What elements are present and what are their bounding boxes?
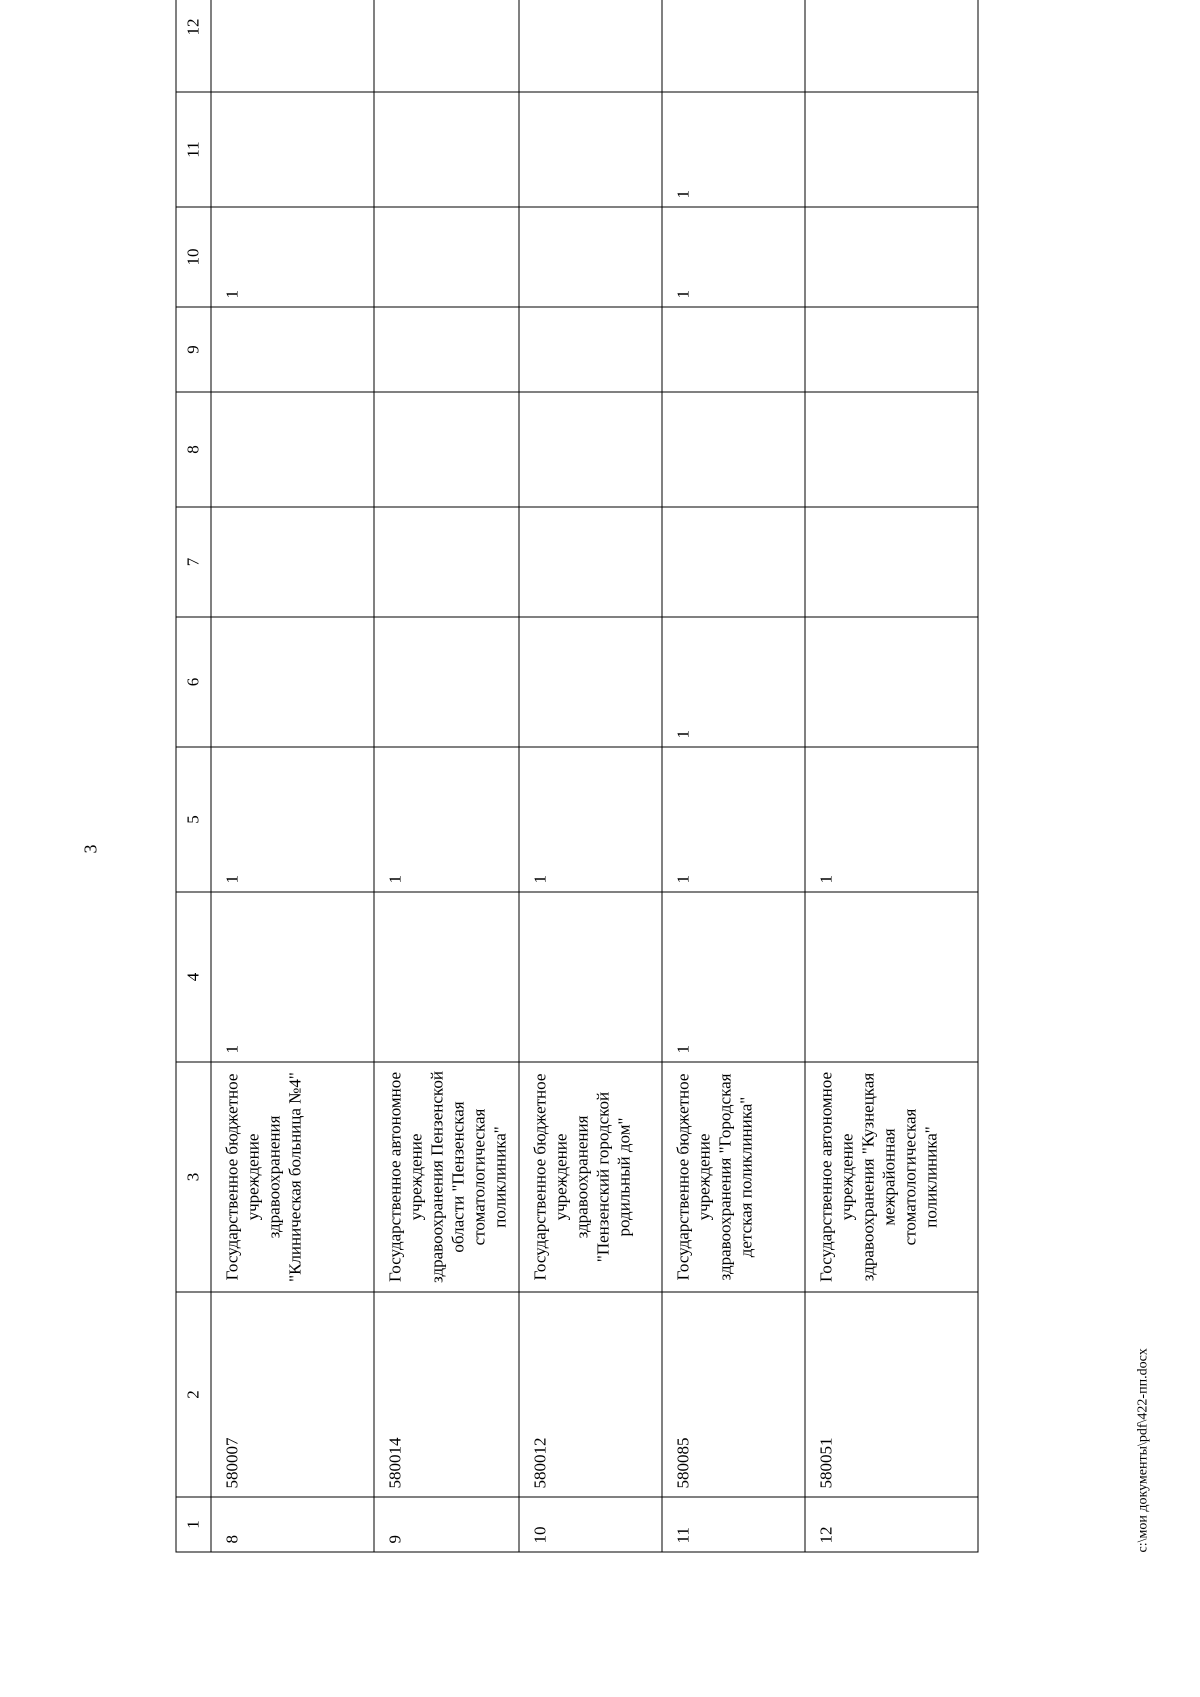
organization-cell: Государственное бюджетное учреждение здравоохранения "Клиническая больница №4" [210, 1062, 373, 1292]
code-cell: 580012 [519, 1292, 662, 1497]
organization-cell: Государственное бюджетное учреждение здравоохранения "Пензенский городской родильный дом" [519, 1062, 662, 1292]
value-cell [373, 392, 519, 507]
value-cell [804, 92, 977, 207]
value-cell [210, 307, 373, 392]
value-cell [210, 392, 373, 507]
value-cell [373, 507, 519, 617]
row-number-cell: 8 [210, 1497, 373, 1552]
value-cell [373, 92, 519, 207]
header-cell: 12 [176, 0, 211, 92]
value-cell: 1 [210, 207, 373, 307]
value-cell [804, 207, 977, 307]
value-cell [519, 207, 662, 307]
value-cell [373, 0, 519, 92]
table-row [662, 0, 805, 1552]
value-cell [804, 392, 977, 507]
code-cell: 580085 [662, 1292, 805, 1497]
value-cell: 1 [519, 747, 662, 892]
value-cell [519, 892, 662, 1062]
header-cell: 1 [176, 1497, 211, 1552]
table-row [373, 0, 519, 1552]
value-cell [210, 0, 373, 92]
table-row [804, 0, 977, 1552]
value-cell [519, 307, 662, 392]
value-cell [519, 392, 662, 507]
value-cell [210, 507, 373, 617]
value-cell: 1 [662, 892, 805, 1062]
value-cell [662, 307, 805, 392]
value-cell [210, 617, 373, 747]
row-number-cell: 9 [373, 1497, 519, 1552]
value-cell [519, 92, 662, 207]
header-cell: 6 [176, 617, 211, 747]
value-cell: 1 [373, 747, 519, 892]
code-cell: 580014 [373, 1292, 519, 1497]
value-cell [804, 0, 977, 92]
header-cell: 7 [176, 507, 211, 617]
header-cell: 10 [176, 207, 211, 307]
value-cell [210, 92, 373, 207]
value-cell [519, 617, 662, 747]
header-cell: 5 [176, 747, 211, 892]
header-cell: 3 [176, 1062, 211, 1292]
value-cell [662, 392, 805, 507]
header-row [176, 0, 211, 1552]
row-number-cell: 11 [662, 1497, 805, 1552]
code-cell: 580051 [804, 1292, 977, 1497]
table-row [210, 0, 373, 1552]
header-cell: 2 [176, 1292, 211, 1497]
organization-cell: Государственное автономное учреждение здравоохранения Пензенской области "Пензенская стоматологическая поликлиника" [373, 1062, 519, 1292]
value-cell: 1 [210, 892, 373, 1062]
organization-cell: Государственное бюджетное учреждение здравоохранения "Городская детская поликлиника" [662, 1062, 805, 1292]
value-cell [662, 0, 805, 92]
value-cell [373, 207, 519, 307]
table-row [519, 0, 662, 1552]
row-number-cell: 10 [519, 1497, 662, 1552]
value-cell: 1 [210, 747, 373, 892]
value-cell [804, 507, 977, 617]
value-cell [804, 892, 977, 1062]
value-cell: 1 [662, 617, 805, 747]
value-cell [373, 617, 519, 747]
header-cell: 8 [176, 392, 211, 507]
code-cell: 580007 [210, 1292, 373, 1497]
row-number-cell: 12 [804, 1497, 977, 1552]
value-cell: 1 [662, 92, 805, 207]
value-cell: 1 [662, 747, 805, 892]
header-cell: 9 [176, 307, 211, 392]
value-cell [519, 0, 662, 92]
data-table [175, 0, 978, 1552]
header-cell: 11 [176, 92, 211, 207]
organization-cell: Государственное автономное учреждение здравоохранения "Кузнецкая межрайонная стоматологическая поликлиника" [804, 1062, 977, 1292]
value-cell [519, 507, 662, 617]
value-cell: 1 [804, 747, 977, 892]
value-cell [804, 617, 977, 747]
value-cell: 1 [662, 207, 805, 307]
page-number: 3 [80, 844, 100, 853]
value-cell [804, 307, 977, 392]
value-cell [662, 507, 805, 617]
header-cell: 4 [176, 892, 211, 1062]
footer-file-path: c:\мои документы\pdf\422-пп.docx [1135, 1347, 1150, 1552]
value-cell [373, 307, 519, 392]
value-cell [373, 892, 519, 1062]
